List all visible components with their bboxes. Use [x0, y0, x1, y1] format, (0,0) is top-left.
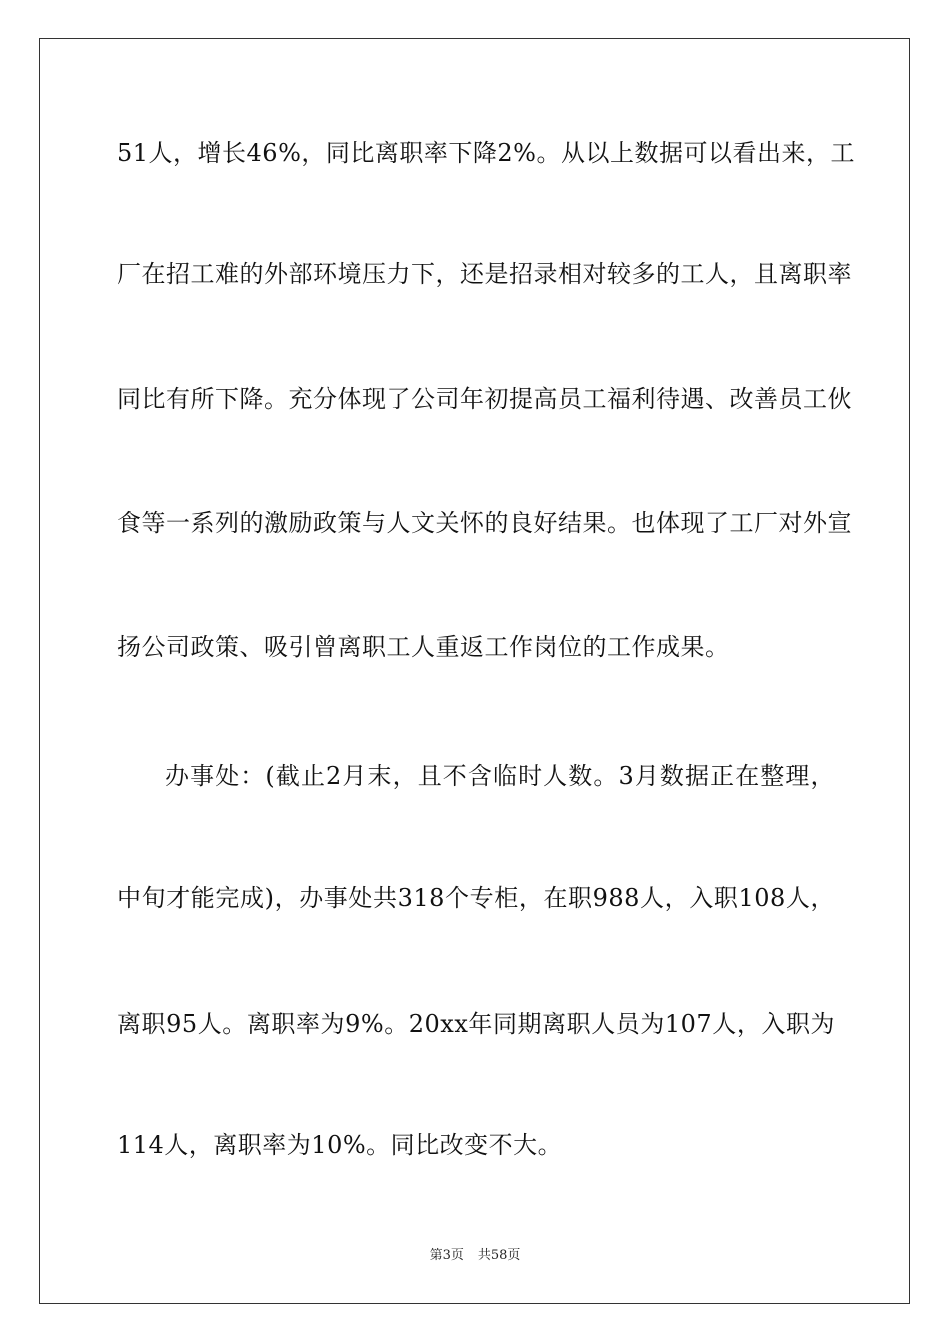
body-line-6: 办事处：(截止2月末，且不含临时人数。3月数据正在整理，	[165, 762, 835, 790]
body-line-8: 离职95人。离职率为9%。20xx年同期离职人员为107人，入职为	[117, 1010, 835, 1038]
body-line-3: 同比有所下降。充分体现了公司年初提高员工福利待遇、改善员工伙	[117, 385, 852, 413]
page-footer	[0, 1248, 950, 1264]
page-frame	[39, 38, 910, 1304]
body-line-7: 中旬才能完成)，办事处共318个专柜，在职988人，入职108人，	[117, 884, 835, 912]
body-line-2: 厂在招工难的外部环境压力下，还是招录相对较多的工人，且离职率	[117, 260, 852, 288]
body-line-9: 114人，离职率为10%。同比改变不大。	[117, 1131, 563, 1159]
page-total: 共58页	[477, 1248, 521, 1263]
page-number: 第3页	[429, 1248, 464, 1263]
body-line-5: 扬公司政策、吸引曾离职工人重返工作岗位的工作成果。	[117, 633, 730, 661]
body-line-1: 51人，增长46%，同比离职率下降2%。从以上数据可以看出来，工	[117, 139, 855, 167]
body-line-4: 食等一系列的激励政策与人文关怀的良好结果。也体现了工厂对外宣	[117, 509, 852, 537]
